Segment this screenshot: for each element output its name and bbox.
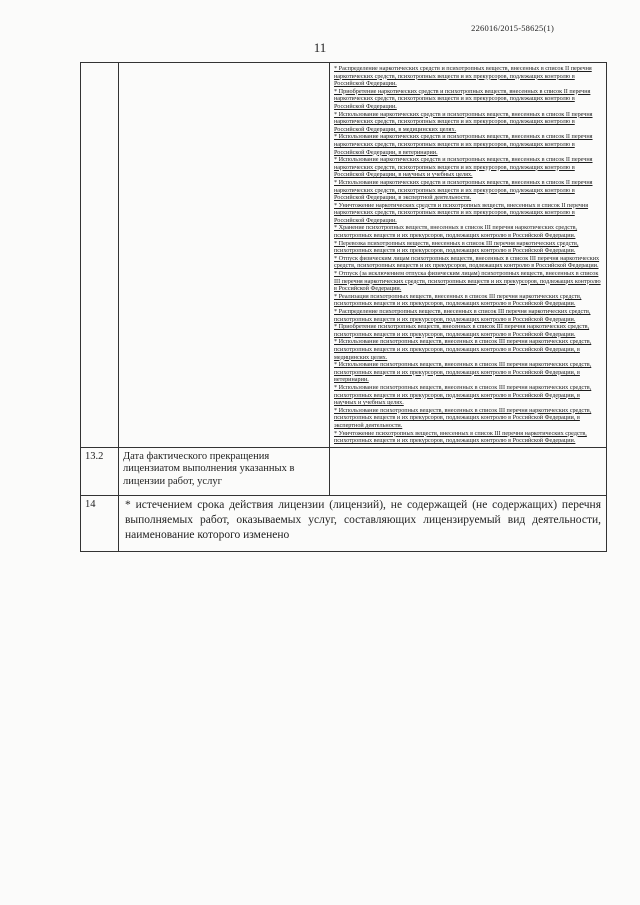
list-item: * Использование наркотических средств и психотропных веществ, внесенных в список II перечня наркотических средств, психотропных веществ и их прекурсоров, подлежащих контролю в Российской Федерации, в экспертной деятельности. — [334, 178, 593, 202]
license-table — [80, 62, 607, 552]
table-row-14 — [81, 495, 607, 551]
list-item: * Приобретение наркотических средств и психотропных веществ, внесенных в список II перечня наркотических средств, психотропных веществ и их прекурсоров, подлежащих контролю в Российской Федерации. — [334, 87, 591, 110]
list-item: * Отпуск (за исключением отпуска физическим лицам) психотропных веществ, внесенных в список III перечня наркотических средств, психотропных веществ и их прекурсоров, подлежащих контролю в Российской Федерации. — [334, 270, 601, 293]
list-item: * Использование психотропных веществ, внесенных в список III перечня наркотических средств, психотропных веществ и их прекурсоров, подлежащих контролю в Российской Федерации, в медицинских целях. — [334, 338, 592, 361]
row-label: Дата фактического прекращения лицензиатом выполнения указанных в лицензии работ, услуг — [119, 447, 330, 495]
cell-activity-list — [330, 63, 607, 448]
list-item: * Отпуск физическим лицам психотропных веществ, внесенных в список III перечня наркотических средств, психотропных веществ и их прекурсоров, подлежащих контролю в Российской Федерации. — [334, 254, 600, 270]
list-item: * Использование психотропных веществ, внесенных в список III перечня наркотических средств, психотропных веществ и их прекурсоров, подлежащих контролю в Российской Федерации, в ветеринарии. — [334, 361, 592, 384]
row-number: 13.2 — [81, 447, 119, 495]
list-item: * Использование психотропных веществ, внесенных в список III перечня наркотических средств, психотропных веществ и их прекурсоров, подлежащих контролю в Российской Федерации, в научных и учебных целях. — [334, 383, 592, 407]
row-number: 14 — [81, 495, 119, 551]
page-number: 11 — [313, 40, 327, 55]
row-value-empty — [330, 447, 607, 495]
list-item: * Уничтожение психотропных веществ, внесенных в список III перечня наркотических средств, психотропных веществ и их прекурсоров, подлежащих контролю в Российской Федерации. — [334, 429, 587, 445]
list-item: * Распределение психотропных веществ, внесенных в список III перечня наркотических средств, психотропных веществ и их прекурсоров, подлежащих контролю в Российской Федерации. — [334, 308, 591, 323]
list-item: * Использование наркотических средств и психотропных веществ, внесенных в список II перечня наркотических средств, психотропных веществ и их прекурсоров, подлежащих контролю в Российской Федерации, в медицинских целях. — [334, 110, 593, 133]
table-row-13-2 — [81, 447, 607, 495]
activity-list — [330, 63, 606, 447]
list-item: * Использование наркотических средств и психотропных веществ, внесенных в список II перечня наркотических средств, психотропных веществ и их прекурсоров, подлежащих контролю в Российской Федерации, в ветеринарии. — [334, 133, 593, 156]
list-item: * Распределение наркотических средств и психотропных веществ, внесенных в список II перечня наркотических средств, психотропных веществ и их прекурсоров, подлежащих контролю в Российской Федерации. — [334, 65, 592, 88]
row-text: * истечением срока действия лицензии (лицензий), не содержащей (не содержащих) перечня выполняемых работ, оказываемых услуг, составляющих лицензируемый вид деятельности, наименование которого изменено — [119, 495, 607, 551]
document-number: 226016/2015-58625(1) — [471, 23, 554, 33]
list-item: * Реализация психотропных веществ, внесенных в список III перечня наркотических средств, психотропных веществ и их прекурсоров, подлежащих контролю в Российской Федерации. — [334, 292, 582, 308]
table-row-continuation — [81, 63, 607, 448]
cell-label-empty — [119, 63, 330, 448]
list-item: * Перевозка психотропных веществ, внесенных в список III перечня наркотических средств, психотропных веществ и их прекурсоров, подлежащих контролю в Российской Федерации. — [334, 239, 579, 255]
cell-number-empty — [81, 63, 119, 448]
list-item: * Приобретение психотропных веществ, внесенных в список III перечня наркотических средств, психотропных веществ и их прекурсоров, подлежащих контролю в Российской Федерации. — [334, 323, 590, 338]
list-item: * Использование наркотических средств и психотропных веществ, внесенных в список II перечня наркотических средств, психотропных веществ и их прекурсоров, подлежащих контролю в Российской Федерации, в научных и учебных целях. — [334, 156, 593, 179]
list-item: * Уничтожение наркотических средств и психотропных веществ, внесенных в список II перечня наркотических средств, психотропных веществ и их прекурсоров, подлежащих контролю в Российской Федерации. — [334, 201, 589, 224]
list-item: * Хранение психотропных веществ, внесенных в список III перечня наркотических средств, психотропных веществ и их прекурсоров, подлежащих контролю в Российской Федерации. — [334, 224, 578, 240]
list-item: * Использование психотропных веществ, внесенных в список III перечня наркотических средств, психотропных веществ и их прекурсоров, подлежащих контролю в Российской Федерации, в экспертной деятельности. — [334, 406, 592, 429]
